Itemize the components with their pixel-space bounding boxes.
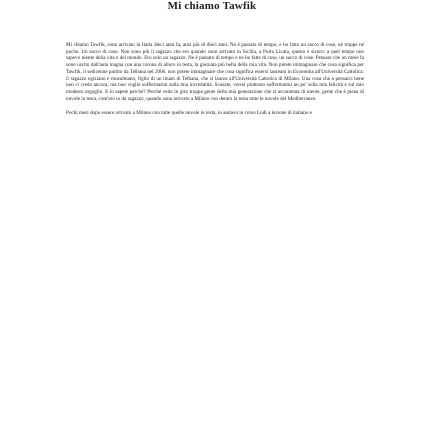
- text-body: [66, 42, 364, 117]
- paragraph-1: Mi chiamo Tawfik, sono arrivato in Italia dieci anni fa, anzi più di dieci anni. Ne è passato di tempo, e ho fatto un sacco di cose, né troppe né poche. Un sacco di cose. Non sono più il ragazzo che ero quando sono arrivato in Sicilia, a Porto Licata, questo è sicuro: a quel tempo non sapevo niente della vita e del mondo. Ero solo un ragazzo. Ne è passato di tempo e ne ho fatte di cose, un sacco di cose. Pensare che un mese fa sono uscito dall'aula magna con una corona di alloro in testa, la giornata più bella della mia vita. Non potete immaginare che cosa significa per Tawfik, il sedicenne partito da Telbana nel 2006, non potete immaginare che cosa significa essersi laureato in Economia all'Università Cattolica: il ragazzo egiziano e musulmano, figlio di un imam di Telbana, che si laurea all'Università Cattolica di Milano. Una cosa che a pensarci bene non ci credo ancora, ma non voglio soffermarmi sulla mia incredulità. Scusate, vorrei piuttosto soffermarmi un po' sulla mia felicità e sul mio modesto orgoglio. E lo sapete perché? Perché vedo in giro troppa gente della mia generazione che si accontenta di niente, gente che è piena di nuvole in testa, com'ero io da ragazzo, quando sono arrivato a Milano con dentro la testa tutte le nuvole del Mediterraneo.: [66, 42, 364, 102]
- chapter-title: Mi chiamo Tawfik: [167, 0, 257, 12]
- chapter-title-block: [0, 0, 424, 12]
- paragraph-2: Pochi mesi dopo essere arrivato a Milano con tutte quelle nuvole in testa, io andavo in corso Lodi a lezione di italiano e: [66, 110, 312, 117]
